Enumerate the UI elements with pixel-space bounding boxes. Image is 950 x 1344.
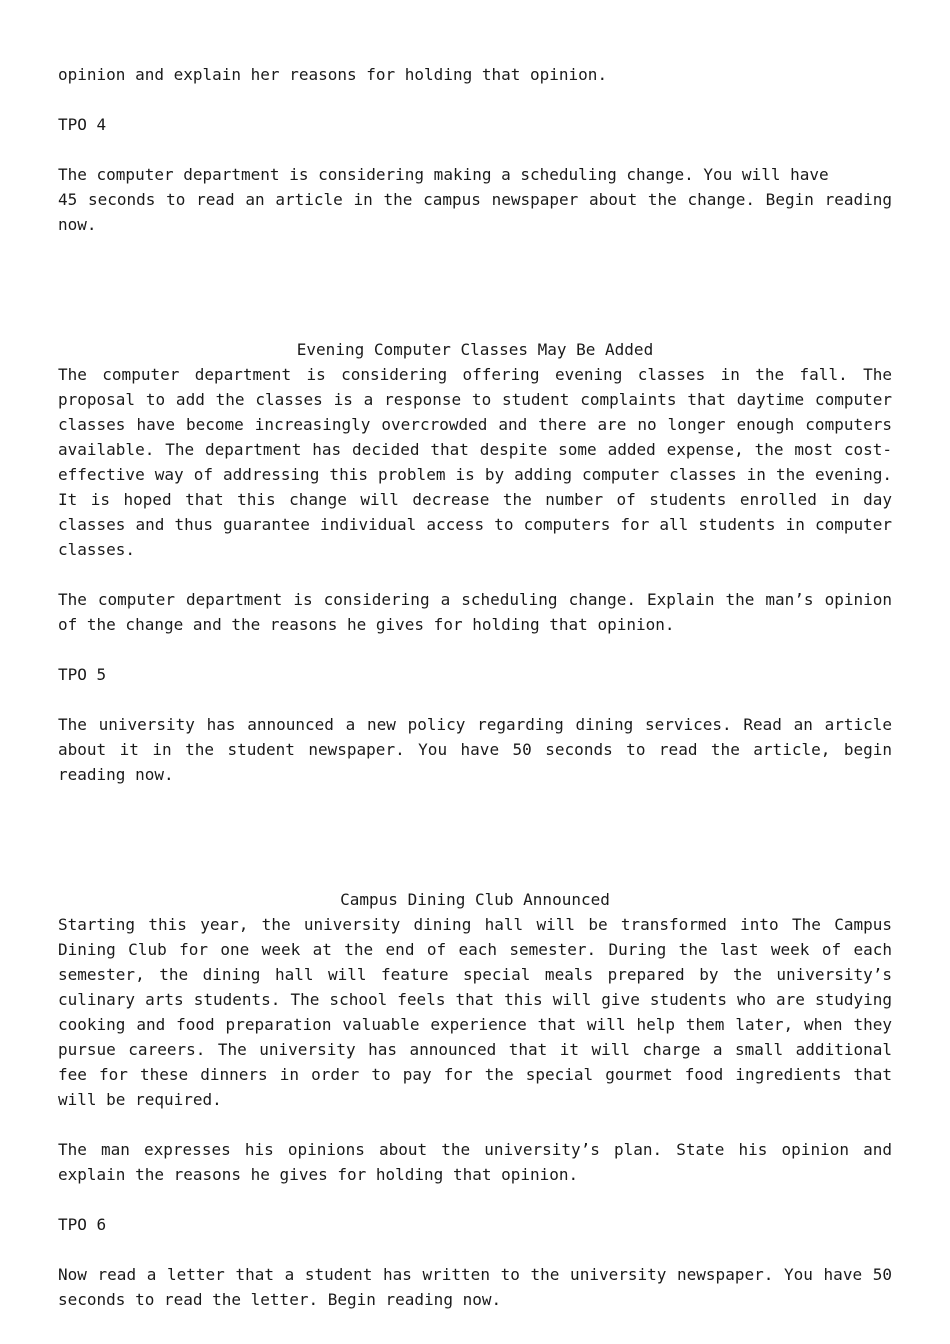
document-page: [58, 62, 892, 1312]
tpo4-question: The computer department is considering a scheduling change. Explain the man’s opinion of the change and the reasons he gives for holding that opinion.: [58, 590, 892, 634]
tpo5-question: The man expresses his opinions about the university’s plan. State his opinion and explain the reasons he gives for holding that opinion.: [58, 1140, 892, 1184]
tpo4-article-title: Evening Computer Classes May Be Added: [296, 340, 654, 359]
tpo5-article-title: Campus Dining Club Announced: [340, 890, 610, 909]
tpo4-heading: TPO 4: [58, 115, 107, 134]
tpo5-instruction: The university has announced a new policy regarding dining services. Read an article about it in the student newspaper. You have 50 seconds to read the article, begin reading now.: [58, 715, 892, 784]
intro-tail-text: opinion and explain her reasons for holding that opinion.: [58, 65, 608, 84]
tpo4-article-body: The computer department is considering offering evening classes in the fall. The proposal to add the classes is a response to student complaints that daytime computer classes have become increasingly overcrowded and there are no longer enough computers available. The department has decided that despite some added expense, the most cost-effective way of addressing this problem is by adding computer classes in the evening. It is hoped that this change will decrease the number of students enrolled in day classes and thus guarantee individual access to computers for all students in computer classes.: [58, 365, 892, 559]
tpo5-heading: TPO 5: [58, 665, 107, 684]
tpo4-instruction-line2: 45 seconds to read an article in the campus newspaper about the change. Begin reading now.: [58, 190, 892, 234]
tpo6-instruction: Now read a letter that a student has written to the university newspaper. You have 50 seconds to read the letter. Begin reading now.: [58, 1265, 892, 1309]
tpo6-heading: TPO 6: [58, 1215, 107, 1234]
tpo5-article-body: Starting this year, the university dining hall will be transformed into The Campus Dining Club for one week at the end of each semester. During the last week of each semester, the dining hall will feature special meals prepared by the university’s culinary arts students. The school feels that this will give students who are studying cooking and food preparation valuable experience that will help them later, when they pursue careers. The university has announced that it will charge a small additional fee for these dinners in order to pay for the special gourmet food ingredients that will be required.: [58, 915, 892, 1109]
tpo4-instruction-line1: The computer department is considering making a scheduling change. You will have: [58, 165, 829, 184]
